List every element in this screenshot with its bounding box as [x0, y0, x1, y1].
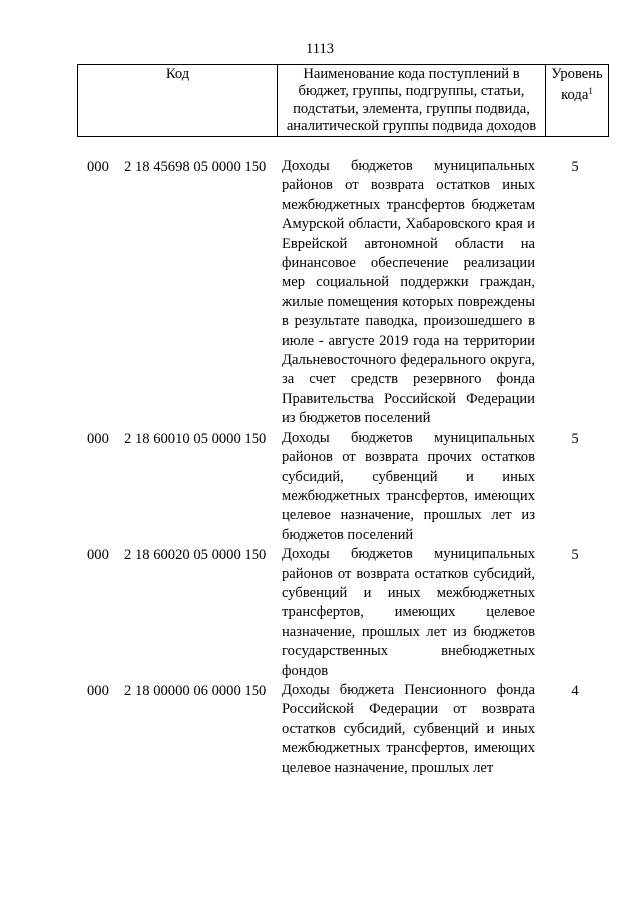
table-body — [0, 157, 640, 778]
admin-code: 000 — [87, 547, 109, 564]
header-level-label: Уровень кода — [551, 66, 603, 104]
admin-code: 000 — [87, 159, 109, 175]
header-level-footnote: 1 — [588, 86, 593, 97]
table-row — [0, 157, 640, 429]
header-level — [546, 65, 608, 136]
income-code: 2 18 60020 05 0000 150 — [124, 547, 267, 564]
income-code: 2 18 60010 05 0000 150 — [124, 430, 267, 447]
table-row — [0, 681, 640, 778]
income-name: Доходы бюджета Пенсионного фонда Российской Федерации от возврата остатков субсидий, субвенций и иных межбюджетных трансфертов, имеющих целевое назначение, прошлых лет — [282, 681, 535, 776]
page-number: 1113 — [305, 41, 335, 57]
admin-code: 000 — [87, 682, 109, 699]
income-code: 2 18 00000 06 0000 150 — [124, 682, 267, 699]
code-level: 5 — [571, 430, 579, 447]
admin-code: 000 — [87, 430, 109, 447]
table-row — [0, 545, 640, 681]
income-name: Доходы бюджетов муниципальных районов от возврата прочих остатков субсидий, субвенций и иных межбюджетных трансфертов, имеющих целевое назначение, прошлых лет из бюджетов поселений — [282, 429, 535, 543]
income-name: Доходы бюджетов муниципальных районов от возврата остатков иных межбюджетных трансфертов бюджетам Амурской области, Хабаровского края и Еврейской автономной области на финансовое обеспечение реализации мер социальной поддержки граждан, жилые помещения которых повреждены в результате паводка, произошедшего в июле - августе 2019 года на территории Дальневосточного федерального округа, за счет средств резервного фонда Правительства Российской Федерации из бюджетов поселений — [282, 158, 535, 427]
header-name: Наименование кода поступлений в бюджет, группы, подгруппы, статьи, подстатьи, элемента, группы подвида, аналитической группы подвида доходов — [278, 65, 546, 136]
code-level: 5 — [571, 159, 579, 175]
table-row — [0, 429, 640, 545]
code-level: 5 — [571, 547, 579, 564]
income-name: Доходы бюджетов муниципальных районов от возврата остатков субсидий, субвенций и иных межбюджетных трансфертов, имеющих целевое назначение, прошлых лет из бюджетов государственных внебюджетных фондов — [282, 546, 535, 679]
income-code: 2 18 45698 05 0000 150 — [124, 159, 267, 175]
code-level: 4 — [571, 682, 579, 699]
header-code: Код — [78, 65, 278, 136]
table-header — [77, 64, 609, 137]
